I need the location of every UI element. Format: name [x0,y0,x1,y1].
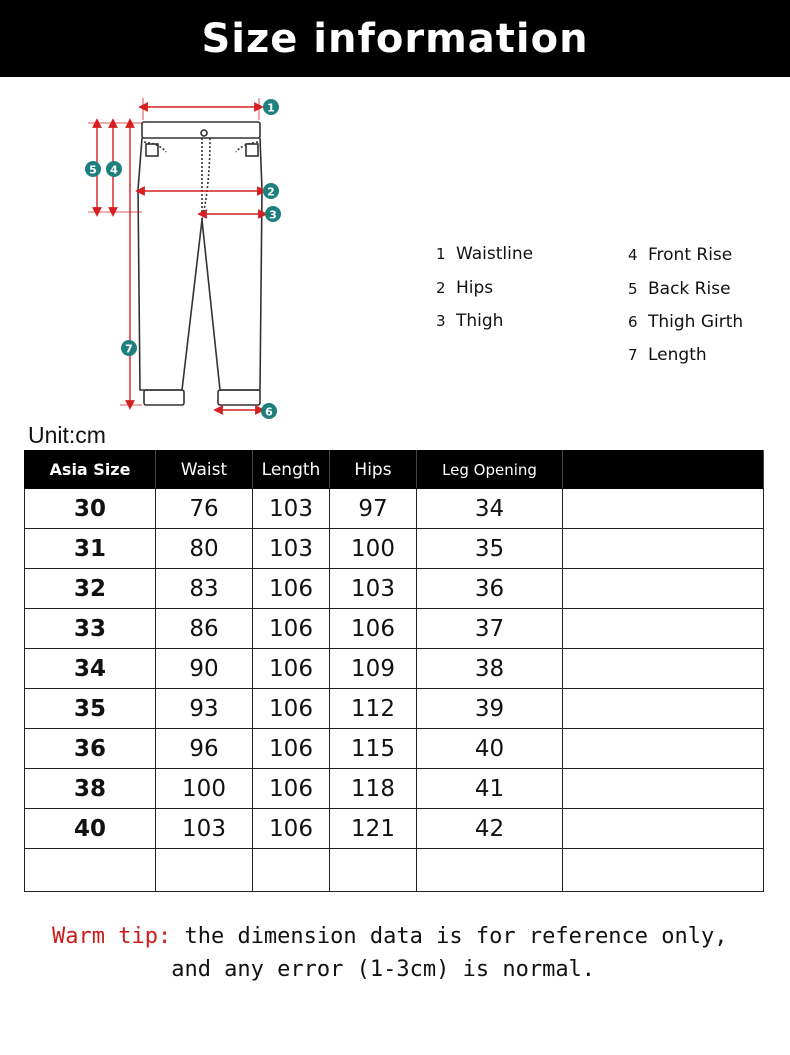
table-cell: 106 [253,569,330,609]
table-cell [563,489,764,529]
marker-1 [263,99,279,115]
legend-item-thigh-girth: 6 Thigh Girth [628,312,744,332]
table-row [25,729,764,769]
table-cell: 36 [417,569,563,609]
table-cell: 80 [156,529,253,569]
size-cell: 36 [25,729,156,769]
size-cell: 38 [25,769,156,809]
page-title: Size information [0,0,790,77]
marker-3 [265,206,281,222]
header-leg-opening: Leg Opening [417,451,563,489]
table-cell [563,849,764,892]
legend-item-length: 7 Length [628,345,707,365]
size-cell: 35 [25,689,156,729]
size-cell: 31 [25,529,156,569]
size-cell: 34 [25,649,156,689]
table-cell: 100 [156,769,253,809]
legend-item-waistline: 1 Waistline [436,244,534,264]
table-row [25,489,764,529]
warm-tip-line1: the dimension data is for reference only, [171,924,728,949]
table-cell: 35 [417,529,563,569]
table-cell [563,529,764,569]
table-cell: 106 [253,689,330,729]
table-cell: 96 [156,729,253,769]
table-row [25,609,764,649]
table-cell [563,689,764,729]
size-cell: 32 [25,569,156,609]
table-cell: 39 [417,689,563,729]
size-cell: 33 [25,609,156,649]
table-cell [253,849,330,892]
marker-5 [85,161,101,177]
legend-item-hips: 2 Hips [436,278,494,298]
table-cell: 41 [417,769,563,809]
svg-text:3: 3 [269,208,277,222]
table-cell: 103 [253,529,330,569]
marker-4 [106,161,122,177]
table-cell: 106 [330,609,417,649]
table-cell: 115 [330,729,417,769]
header-waist: Waist [156,451,253,489]
table-row [25,809,764,849]
svg-text:4: 4 [110,163,118,177]
size-cell [25,849,156,892]
table-cell: 86 [156,609,253,649]
table-cell: 103 [253,489,330,529]
table-cell: 106 [253,609,330,649]
table-cell: 34 [417,489,563,529]
marker-6 [261,403,277,419]
table-cell: 100 [330,529,417,569]
table-cell: 40 [417,729,563,769]
table-cell [563,569,764,609]
marker-7 [121,340,137,356]
svg-text:6: 6 [265,405,273,419]
header-asia-size: Asia Size [25,451,156,489]
table-cell: 42 [417,809,563,849]
measure-lines [88,98,263,410]
table-cell: 121 [330,809,417,849]
header-length: Length [253,451,330,489]
table-row [25,569,764,609]
legend-item-back-rise: 5 Back Rise [628,279,731,299]
pants-outline [138,122,262,405]
pants-diagram [70,90,300,430]
table-cell: 109 [330,649,417,689]
table-cell: 97 [330,489,417,529]
table-cell [417,849,563,892]
warm-tip-label: Warm tip: [52,924,172,949]
table-cell: 106 [253,729,330,769]
svg-text:7: 7 [125,342,133,356]
table-row [25,769,764,809]
table-cell: 37 [417,609,563,649]
table-header-row [25,451,764,489]
table-cell: 103 [330,569,417,609]
warm-tip [52,920,728,986]
size-table [24,450,764,892]
table-row [25,529,764,569]
table-cell [156,849,253,892]
table-row [25,649,764,689]
table-cell [563,769,764,809]
table-cell: 38 [417,649,563,689]
size-cell: 40 [25,809,156,849]
table-cell: 106 [253,649,330,689]
svg-text:1: 1 [267,101,275,115]
table-cell [563,729,764,769]
table-cell [563,649,764,689]
warm-tip-line2: and any error (1-3cm) is normal. [52,957,596,982]
table-cell: 106 [253,809,330,849]
table-cell: 83 [156,569,253,609]
table-cell: 112 [330,689,417,729]
table-cell: 93 [156,689,253,729]
svg-text:5: 5 [89,163,97,177]
header-hips: Hips [330,451,417,489]
marker-2 [263,183,279,199]
table-row [25,849,764,892]
table-cell [330,849,417,892]
table-cell [563,609,764,649]
table-cell: 118 [330,769,417,809]
table-cell: 76 [156,489,253,529]
legend-item-front-rise: 4 Front Rise [628,245,733,265]
svg-text:2: 2 [267,185,275,199]
size-cell: 30 [25,489,156,529]
table-cell [563,809,764,849]
header-blank [563,451,764,489]
table-cell: 103 [156,809,253,849]
unit-label: Unit:cm [28,422,106,448]
table-cell: 90 [156,649,253,689]
table-cell: 106 [253,769,330,809]
table-row [25,689,764,729]
legend-item-thigh: 3 Thigh [436,311,504,331]
